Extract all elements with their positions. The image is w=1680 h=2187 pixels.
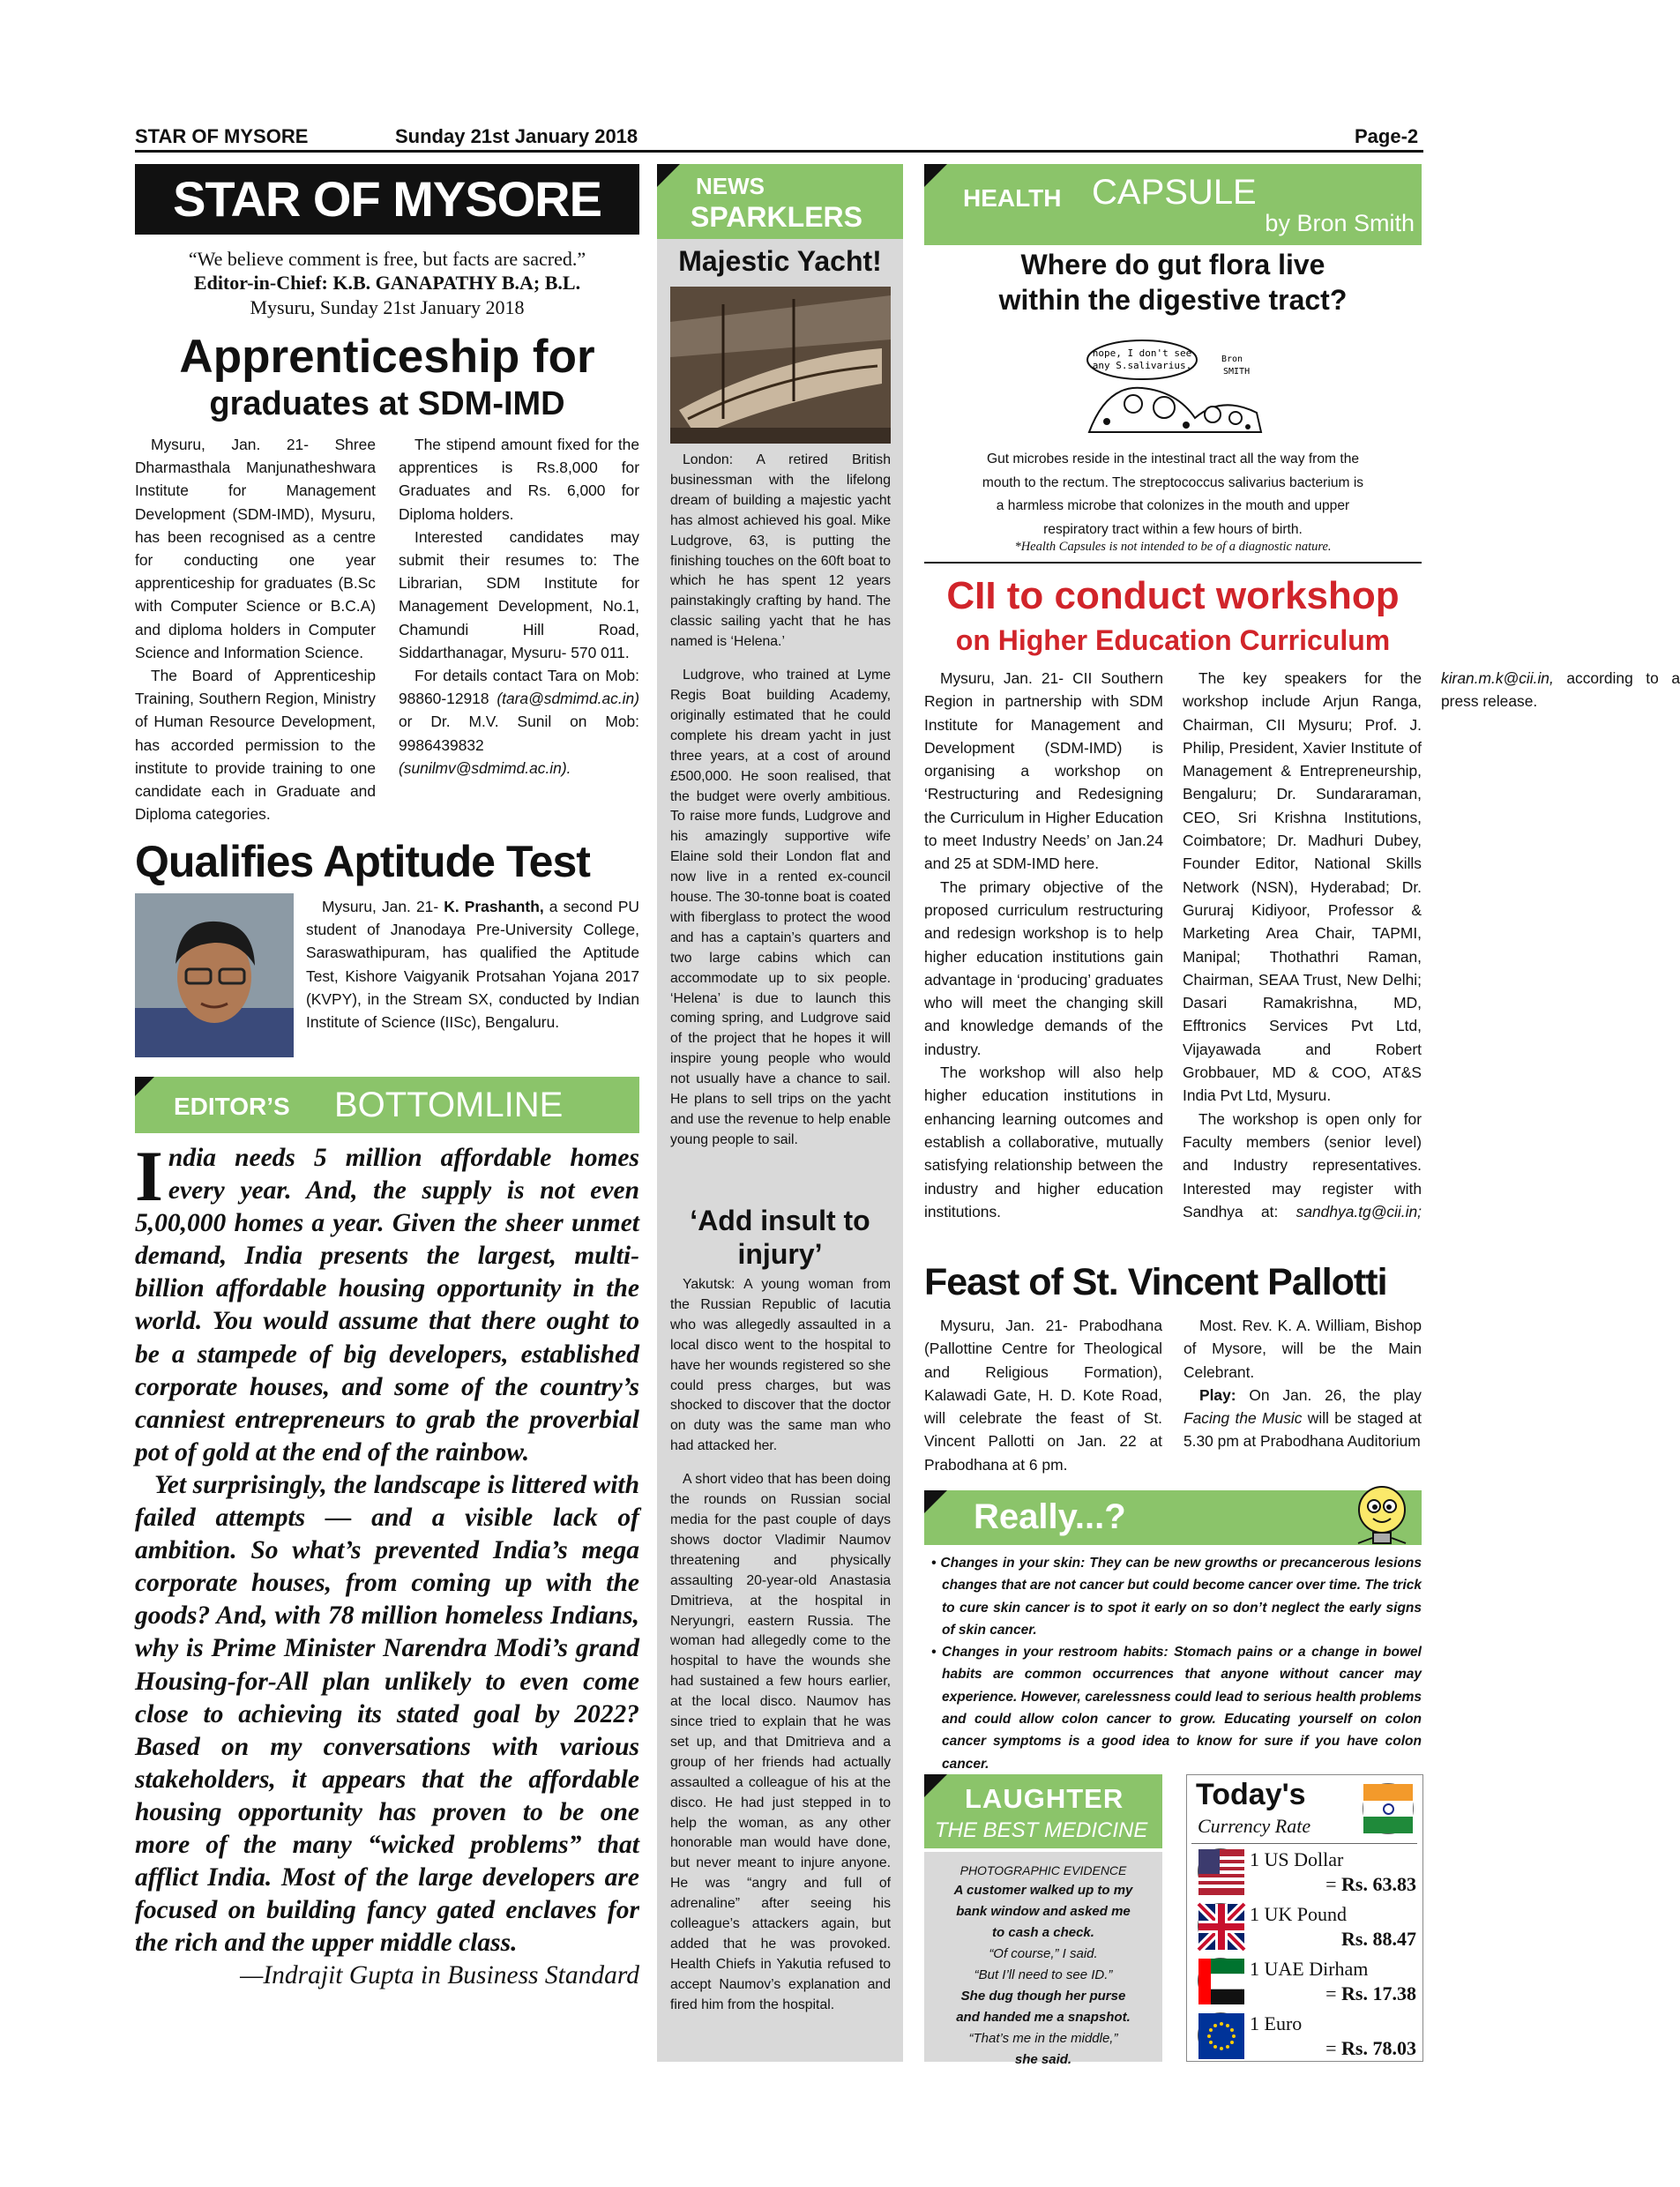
insult-title: ‘Add insult to injury’ (690, 1205, 870, 1270)
bottomline-label-big: BOTTOMLINE (334, 1086, 564, 1124)
uae-flag-icon (1198, 1958, 1243, 2004)
laughter-line: and handed me a snapshot. (956, 2010, 1131, 2025)
cii-para: Mysuru, Jan. 21- CII Southern Region in partnership with SDM Institute for Management and Development (SDM-IMD) is organising a workshop on ‘Restructuring and Redesigning the Curriculum in Higher Education to meet Industry Needs’ on Jan.24 and 25 at SDM-IMD here. (924, 669, 1163, 873)
bottomline-label-small: EDITOR’S (174, 1093, 290, 1120)
laughter-panel (924, 1852, 1162, 2067)
health-answer: Gut microbes reside in the intestinal tract all the way from the mouth to the rectum. The streptococcus salivarius bacterium is a harmless microbe that colonizes in the mouth and upper respiratory tract within a few hours of birth. (982, 452, 1364, 537)
really-item: • Changes in your skin: They can be new growths or precancerous lesions changes that are not cancer but could become cancer over time. The trick to cure skin cancer is to spot it early on so don’t neglect the early signs of skin cancer. (931, 1556, 1422, 1638)
cartoon-signature: SMITH (1223, 367, 1251, 377)
health-author: by Bron Smith (1265, 210, 1415, 236)
us-flag-icon (1198, 1848, 1243, 1894)
laughter-line: A customer walked up to my (953, 1883, 1133, 1898)
laughter-line: She dug though her purse (960, 1989, 1126, 2004)
feast-body (924, 1314, 1422, 1478)
health-label-big: CAPSULE (1092, 173, 1257, 212)
apprentice-para: The Board of Apprenticeship Training, Southern Region, Ministry of Human Resource Development, has accorded permission to the institute to provide training to one candidate each in Graduate and Diploma categories. (135, 667, 376, 824)
bulb-icon (1349, 1482, 1415, 1556)
currency-row-usd (1195, 1847, 1420, 1898)
insult-body (670, 1275, 891, 2016)
banner-corner (924, 1774, 947, 1797)
insult-para: A short video that has been doing the rounds on Russian social media for the past couple of days shows doctor Vladimir Naumov threatening and physically assaulting 20-year-old Anastasia Dmitrieva, at the hospital in Neryungri, eastern Russia. The woman had allegedly come to the hospital to have the wounds she had sustained a few hours earlier, at the local disco. Naumov has since tried to explain that he was set up, and that Dmitrieva and a group of her friends had actually assaulted a colleague of his at the disco. He had just stepped in to help the woman, as any other honorable man would have done, but never meant to injure anyone. He was “angry and full of adrenaline” after seeing his colleague’s attackers again, but added that he was provoked. Health Chiefs in Yakutia refused to accept Naumov’s explanation and fired him from the hospital. (670, 1472, 891, 2012)
apprentice-contact: For details contact Tara on Mob: 98860-12918 (tara@sdmimd.ac.in) or Dr. M.V. Sunil on Mob: 9986439832 (sunilmv@sdmimd.ac.in). (399, 667, 639, 777)
cii-subheadline: on Higher Education Curriculum (955, 624, 1391, 656)
feast-para: Mysuru, Jan. 21- Prabodhana (Pallottine Centre for Theological and Religious Formation), Kalawadi Gate, H. D. Kote Road, will celebrate the feast of St. Vincent Pallotti on Jan. 22 at Prabodhana at 6 pm. (924, 1317, 1162, 1474)
health-label-small: HEALTH (963, 184, 1062, 212)
masthead-motto: “We believe comment is free, but facts are sacred.” (188, 248, 586, 270)
student-photo (135, 893, 294, 1057)
yacht-body (670, 451, 891, 1151)
currency-row-aed (1195, 1956, 1420, 2007)
cii-body (924, 667, 1680, 1245)
apprentice-para: Mysuru, Jan. 21- Shree Dharmasthala Manjunatheshwara Institute for Management Development (SDM-IMD), Mysuru, has been recognised as a centre for conducting one year apprenticeship for graduates (B.Sc with Computer Science or B.C.A) and diploma holders in Computer Science and Information Science. (135, 436, 376, 661)
feast-para: Most. Rev. K. A. William, Bishop of Mysore, will be the Main Celebrant. (1183, 1317, 1422, 1381)
sparklers-label-1: NEWS (696, 173, 765, 199)
header-date: Sunday 21st January 2018 (395, 125, 638, 147)
apprentice-headline: Apprenticeship for (179, 331, 595, 383)
currency-title: Today's (1196, 1778, 1306, 1811)
aptitude-body: Mysuru, Jan. 21- K. Prashanth, a second PU student of Jnanodaya Pre-University College, Saraswathipuram, has qualified the Aptitude Test, Kishore Vaigyanik Protsahan Yojana 2017 (KVPY), in the Stream SX, conducted by Indian Institute of Science (IISc), Bengaluru. (306, 898, 639, 1032)
currency-row-gbp (1195, 1901, 1420, 1952)
sparklers-label-2: SPARKLERS (691, 201, 862, 233)
laughter-line: “Of course,” I said. (989, 1946, 1098, 1961)
yacht-para: London: A retired British businessman with the lifelong dream of building a majestic yacht has almost achieved his goal. Mike Ludgrove, 63, is putting the finishing touches on the 60ft boat to which he has spent 12 years painstakingly crafting by hand. The classic sailing yacht that he has named is ‘Helena.’ (670, 452, 891, 650)
bottomline-byline: —Indrajit Gupta in Business Standard (240, 1961, 639, 1990)
feast-headline: Feast of St. Vincent Pallotti (924, 1261, 1387, 1303)
laughter-line: she said. (1014, 2052, 1072, 2067)
apprentice-body (135, 433, 639, 830)
dropcap: I (135, 1136, 163, 1216)
cartoon-bubble-line: nope, I don't see (1092, 347, 1192, 359)
health-question (924, 247, 1422, 317)
banner-corner (657, 164, 680, 187)
currency-row-eur (1195, 2011, 1420, 2062)
health-banner (924, 164, 1422, 245)
insult-para: Yakutsk: A young woman from the Russian Republic of Iacutia who was allegedly assaulted in a local disco went to the hospital to have her wounds registered so she could press charges, but was shocked to discover that the doctor on duty was the same man who had attacked her. (670, 1277, 891, 1454)
banner-corner (135, 1077, 154, 1096)
bottomline-body (135, 1136, 639, 1992)
cii-para: The workshop will also help higher education institutions in enhancing learning outcomes and establish a collaborative, mutually satisfying relationship between the industry and higher education institutions. (924, 1064, 1163, 1220)
yacht-title: Majestic Yacht! (678, 245, 882, 277)
eu-flag-icon (1198, 2012, 1243, 2058)
health-rule (924, 562, 1422, 564)
currency-subtitle: Currency Rate (1198, 1815, 1311, 1837)
currency-name: 1 UAE Dirham (1250, 1958, 1369, 1980)
health-cartoon (1080, 333, 1267, 437)
cii-para: The workshop is open only for Faculty members (senior level) and Industry representatives. Interested may register with Sandhya at: sandhya.tg@cii.in; kiran.m.k@cii.in, according to a press release. (1183, 669, 1680, 1220)
currency-value: = Rs. 63.83 (1325, 1873, 1416, 1895)
cii-headline: CII to conduct workshop (946, 574, 1400, 617)
masthead-dateline: Mysuru, Sunday 21st January 2018 (250, 296, 525, 318)
currency-value: Rs. 88.47 (1341, 1928, 1416, 1950)
cii-para: The key speakers for the workshop include Arjun Ranga, Chairman, CII Mysuru; Prof. J. Philip, President, Xavier Institute of Management & Entrepreneurship, Bengaluru; Dr. Sundararaman, CEO, Sri Krishna Institutions, Coimbatore; Dr. Madhuri Dubey, Founder Editor, National Skills Network (NSN), Hyderabad; Dr. Gururaj Kidiyoor, Professor & Marketing Area Chair, TAPMI, Manipal; Thothathri Raman, Chairman, SEAA Trust, New Delhi; Dasari Ramakrishna, MD, Efftronics Services Pvt Ltd, Vijayawada and Robert Grobbauer, MD & COO, AT&S India Pvt Ltd, Mysuru. (1183, 669, 1422, 1105)
really-item: • Changes in your restroom habits: Stomach pains or a change in bowel habits are common occurrences that anyone without cancer may experience. However, carelessness could lead to serious health problems and could allow colon cancer to grow. Educating yourself on colon cancer symptoms is a good idea to know for sure if you have colon cancer. (931, 1645, 1422, 1772)
bottomline-para: Yet surprisingly, the landscape is littered with failed attempts — and a visible lack of ambition. So what’s prevented India’s mega corporate houses, from coming up with the goods? And, with 78 million homeless Indians, why is Prime Minister Narendra Modi’s grand Housing-for-All plan unlikely to even come close to achieving its stated goal by 2022? Based on my conversations with various stakeholders, it appears that the affordable housing opportunity has proven to be one more of the many “wicked problems” that afflict India. Most of the large developers are focused on building fancy gated enclaves for the rich and the upper middle class. (135, 1470, 639, 1958)
banner-corner (924, 1490, 947, 1513)
masthead-title: STAR OF MYSORE (135, 164, 639, 235)
currency-name: 1 US Dollar (1250, 1848, 1344, 1870)
laughter-label-1: LAUGHTER (965, 1783, 1124, 1814)
aptitude-headline: Qualifies Aptitude Test (135, 837, 590, 886)
bottomline-banner (135, 1077, 639, 1133)
cartoon-bubble-line: any S.salivarius. (1092, 360, 1192, 371)
cartoon-signature: Bron (1221, 355, 1243, 364)
laughter-line: “But I’ll need to see ID.” (974, 1967, 1113, 1982)
laughter-line: to cash a check. (992, 1925, 1094, 1940)
currency-name: 1 UK Pound (1250, 1903, 1348, 1925)
feast-para: Play: On Jan. 26, the play Facing the Music will be staged at 5.30 pm at Prabodhana Auditorium (1183, 1385, 1422, 1451)
india-flag-icon (1363, 1783, 1414, 1834)
apprentice-para: The stipend amount fixed for the apprentices is Rs.8,000 for Graduates and Rs. 6,000 for Diploma holders. (399, 436, 639, 523)
health-question-line: within the digestive tract? (998, 284, 1348, 316)
really-banner (924, 1490, 1422, 1545)
laughter-label-2: THE BEST MEDICINE (935, 1818, 1148, 1842)
currency-value: = Rs. 78.03 (1325, 2037, 1416, 2059)
sparklers-banner (657, 164, 903, 239)
laughter-title: PHOTOGRAPHIC EVIDENCE (959, 1863, 1127, 1877)
currency-name: 1 Euro (1250, 2012, 1303, 2034)
header-paper-name: STAR OF MYSORE (135, 125, 309, 147)
currency-value: = Rs. 17.38 (1325, 1982, 1416, 2004)
really-label: Really...? (974, 1497, 1126, 1536)
laughter-line: bank window and asked me (956, 1904, 1131, 1919)
health-disclaimer: *Health Capsules is not intended to be of a diagnostic nature. (1014, 540, 1332, 554)
uk-flag-icon (1198, 1903, 1243, 1949)
apprentice-para: Interested candidates may submit their resumes to: The Librarian, SDM Institute for Management Development, No.1, Chamundi Hill Road, Siddarthanagar, Mysuru- 570 011. (399, 527, 639, 661)
banner-corner (924, 164, 947, 187)
cii-para: The primary objective of the proposed curriculum restructuring and redesign workshop is to help higher education institutions gain advantage in ‘producing’ graduates who will meet the changing skill and knowledge demands of the industry. (924, 877, 1163, 1058)
laughter-line: “That’s me in the middle,” (968, 2031, 1118, 2046)
currency-rule (1191, 1843, 1417, 1844)
yacht-photo (670, 287, 891, 444)
health-question-line: Where do gut flora live (1020, 249, 1325, 280)
masthead-editor: Editor-in-Chief: K.B. GANAPATHY B.A; B.L. (193, 272, 581, 294)
really-list (924, 1552, 1422, 1775)
header-rule (135, 150, 1423, 153)
header-page-number: Page-2 (1355, 125, 1419, 147)
apprentice-subheadline: graduates at SDM-IMD (209, 385, 565, 422)
bottomline-para: India needs 5 million affordable homes every year. And, the supply is not even 5,00,000 homes a year. Given the sheer unmet demand, India presents the largest, multi-billion affordable housing opportunity in the world. You would assume that there ought to be a stampede of big developers, established corporate houses, and some of the country’s canniest entrepreneurs to grab the proverbial pot of gold at the end of the rainbow. (135, 1136, 639, 1467)
yacht-para: Ludgrove, who trained at Lyme Regis Boat building Academy, originally estimated that he could complete his dream yacht in just three years, at a cost of around £500,000. He soon realised, that the budget were overly ambitious. To raise more funds, Ludgrove and his amazingly supportive wife Elaine sold their London flat and now live in a rented ex-council house. The 30-tonne boat is coated with fiberglass to protect the wood and has a captain’s quarters and two large cabins which can accommodate up to six people. ‘Helena’ is due to launch this coming spring, and Ludgrove said of the project that he hopes it will inspire young people who would not usually have a chance to sail. He plans to sell trips on the yacht and use the revenue to help enable young people to sail. (670, 668, 891, 1147)
laughter-banner (924, 1774, 1162, 1848)
